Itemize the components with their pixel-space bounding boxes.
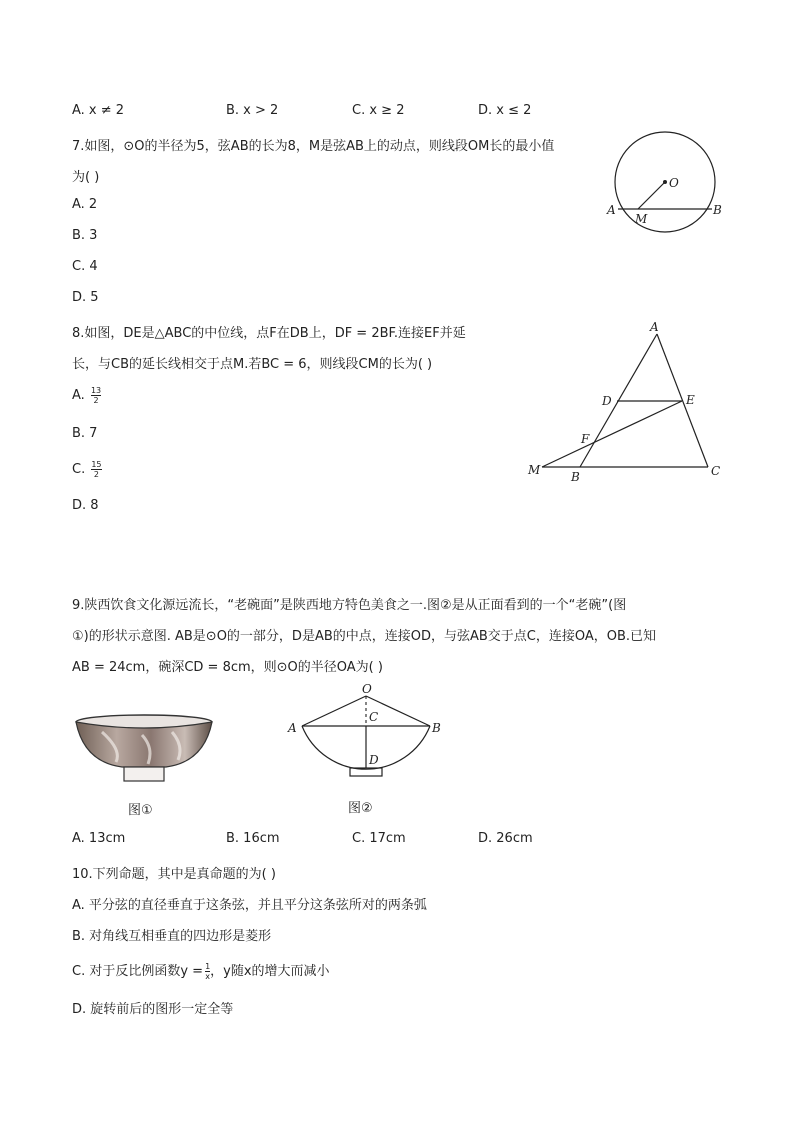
- q10-option-c-prefix: C. 对于反比例函数y =: [72, 964, 204, 979]
- q6-option-d: D. x ≤ 2: [478, 103, 532, 118]
- q8-label-c: C: [711, 464, 721, 478]
- q8-option-a-den: 2: [91, 395, 101, 405]
- q7-label-o: O: [669, 176, 679, 190]
- q9-option-b: B. 16cm: [226, 831, 280, 846]
- q7-segment-om: [638, 182, 665, 209]
- q8-triangle-figure: [520, 316, 730, 486]
- q9-label-d: D: [369, 753, 379, 767]
- q6-option-b: B. x > 2: [226, 103, 279, 118]
- q9-bowl-photo: [72, 710, 217, 785]
- q9-label-b: B: [432, 721, 441, 735]
- q6-option-a: A. x ≠ 2: [72, 103, 125, 118]
- q8-option-a-num: 13: [90, 386, 102, 395]
- q9-stem-line1: 9.陕西饮食文化源远流长，“老碗面”是陕西地方特色美食之一.图②是从正面看到的一个“老碗”(图: [72, 598, 627, 613]
- q10-option-d: D. 旋转前后的图形一定全等: [72, 1002, 234, 1017]
- q9-label-a: A: [288, 721, 297, 735]
- q10-option-c: [72, 960, 330, 981]
- q9-bowl-diagram: [280, 682, 450, 782]
- q9-stem-line3: AB = 24cm，碗深CD = 8cm，则⊙O的半径OA为( ): [72, 660, 383, 675]
- q7-option-c: C. 4: [72, 259, 98, 274]
- q9-fig1-caption: 图①: [128, 803, 153, 818]
- q10-stem: 10.下列命题，其中是真命题的为( ): [72, 867, 276, 882]
- q7-center-dot: [663, 180, 667, 184]
- q10-option-a: A. 平分弦的直径垂直于这条弦，并且平分这条弦所对的两条弧: [72, 898, 427, 913]
- q8-stem-line2: 长，与CB的延长线相交于点M.若BC = 6，则线段CM的长为( ): [72, 357, 433, 372]
- q8-option-a-prefix: A.: [72, 388, 89, 403]
- q9-option-d: D. 26cm: [478, 831, 533, 846]
- q8-stem-line1: 8.如图，DE是△ABC的中位线，点F在DB上，DF = 2BF.连接EF并延: [72, 326, 466, 341]
- q8-option-b: B. 7: [72, 426, 98, 441]
- q10-option-c-den: x: [205, 972, 210, 981]
- q8-option-c-num: 15: [91, 460, 102, 469]
- q8-option-d: D. 8: [72, 498, 99, 513]
- q8-label-m: M: [528, 463, 541, 477]
- q9-label-c: C: [369, 710, 379, 724]
- q10-option-b: B. 对角线互相垂直的四边形是菱形: [72, 929, 272, 944]
- q9-stem-line2: ①)的形状示意图. AB是⊙O的一部分，D是AB的中点，连接OD，与弦AB交于点C，连接OA，OB.已知: [72, 629, 657, 644]
- q8-option-c-fraction: [91, 460, 101, 479]
- q10-option-c-num: 1: [205, 962, 211, 971]
- q7-stem-line1: 7.如图，⊙O的半径为5，弦AB的长为8，M是弦AB上的动点，则线段OM长的最小值: [72, 139, 555, 154]
- q8-label-f: F: [581, 432, 590, 446]
- q8-option-a: [72, 386, 101, 405]
- q8-label-b: B: [571, 470, 580, 484]
- q7-stem-line2: 为( ): [72, 170, 100, 185]
- q9-fig2-caption: 图②: [348, 801, 373, 816]
- q7-circle-figure: [600, 130, 730, 240]
- q7-option-a: A. 2: [72, 197, 98, 212]
- q9-segment-oa: [302, 696, 366, 726]
- q8-label-e: E: [686, 393, 695, 407]
- q9-label-o: O: [362, 682, 372, 696]
- q7-option-d: D. 5: [72, 290, 99, 305]
- q8-option-c-den: 2: [91, 469, 101, 479]
- q8-option-c: [72, 460, 102, 479]
- q7-label-b: B: [713, 203, 722, 217]
- q7-label-m: M: [635, 212, 648, 226]
- q7-option-b: B. 3: [72, 228, 98, 243]
- q8-option-c-prefix: C.: [72, 462, 90, 477]
- q8-option-a-fraction: [91, 386, 101, 405]
- q8-label-d: D: [602, 394, 612, 408]
- q8-label-a: A: [650, 320, 659, 334]
- q7-label-a: A: [607, 203, 616, 217]
- q10-option-c-suffix: ，y随x的增大而减小: [210, 964, 330, 979]
- q9-option-c: C. 17cm: [352, 831, 406, 846]
- q9-option-a: A. 13cm: [72, 831, 126, 846]
- q6-option-c: C. x ≥ 2: [352, 103, 405, 118]
